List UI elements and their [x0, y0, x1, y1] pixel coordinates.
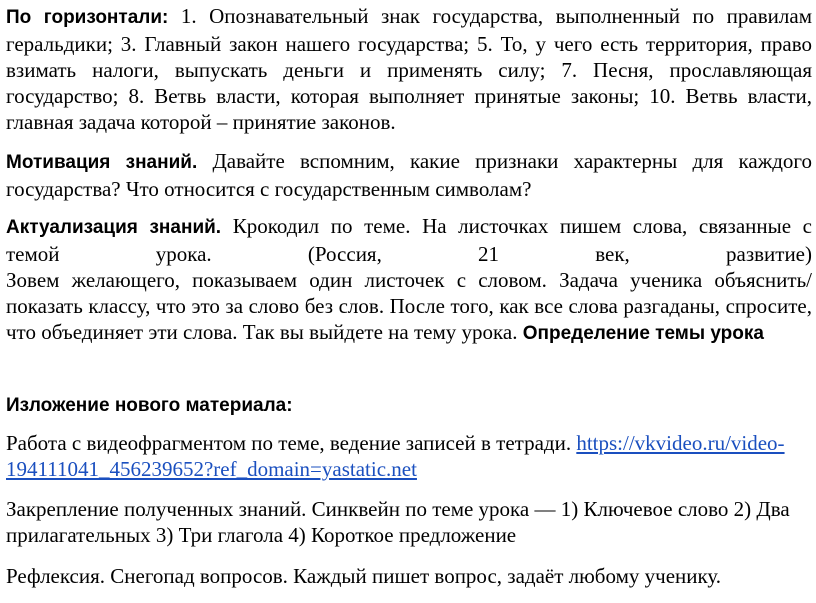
heading-lesson-topic: Определение темы урока [522, 323, 764, 344]
video-link[interactable]: https://vkvideo.ru/video-194111041_456239652?ref_domain=yastatic.net [6, 431, 785, 481]
heading-horizontal: По горизонтали: [6, 7, 169, 28]
paragraph-motivation [6, 148, 812, 202]
reflection-text: Рефлексия. Снегопад вопросов. Каждый пишет вопрос, задаёт любому ученику. [6, 564, 722, 588]
heading-motivation: Мотивация знаний. [6, 152, 198, 173]
actualization-line-1 [6, 213, 812, 241]
paragraph-actualization [6, 213, 812, 347]
consolidation-text: Закрепление полученных знаний. Синквейн по теме урока — 1) Ключевое слово 2) Два прилагательных 3) Три глагола 4) Короткое предложение [6, 497, 790, 547]
actualization-line-2: темой урока. (Россия, 21 век, развитие) [6, 242, 812, 266]
paragraph-reflection [6, 563, 812, 589]
video-work-text: Работа с видеофрагментом по теме, ведение записей в тетради. [6, 431, 577, 455]
paragraph-consolidation [6, 496, 812, 548]
paragraph-crossword-horizontal [6, 3, 812, 135]
crossword-clues-text: 1. Опознавательный знак государства, выполненный по правилам геральдики; 3. Главный закон нашего государства; 5. То, у чего есть территория, право взимать налоги, выпускать деньги и применять силу; 7. Песня, прославляющая государство; 8. Ветвь власти, которая выполняет принятые законы; 10. Ветвь власти, главная задача которой – принятие законов. [6, 4, 812, 134]
heading-actualization: Актуализация знаний. [6, 217, 222, 238]
paragraph-new-material [6, 391, 812, 419]
actualization-text: Зовем желающего, показываем один листочек с словом. Задача ученика объяснить/показать классу, что это за слово без слов. После того, как все слова разгаданы, спросите, что объединяет эти слова. Так вы выйдете на тему урока. [6, 268, 812, 344]
motivation-text: Давайте вспомним, какие признаки характерны для каждого государства? Что относится с государственным символам? [6, 149, 812, 201]
actualization-intro-text: Крокодил по теме. На листочках пишем слова, связанные с [221, 214, 812, 238]
paragraph-video-work [6, 430, 812, 482]
heading-new-material: Изложение нового материала: [6, 395, 293, 416]
